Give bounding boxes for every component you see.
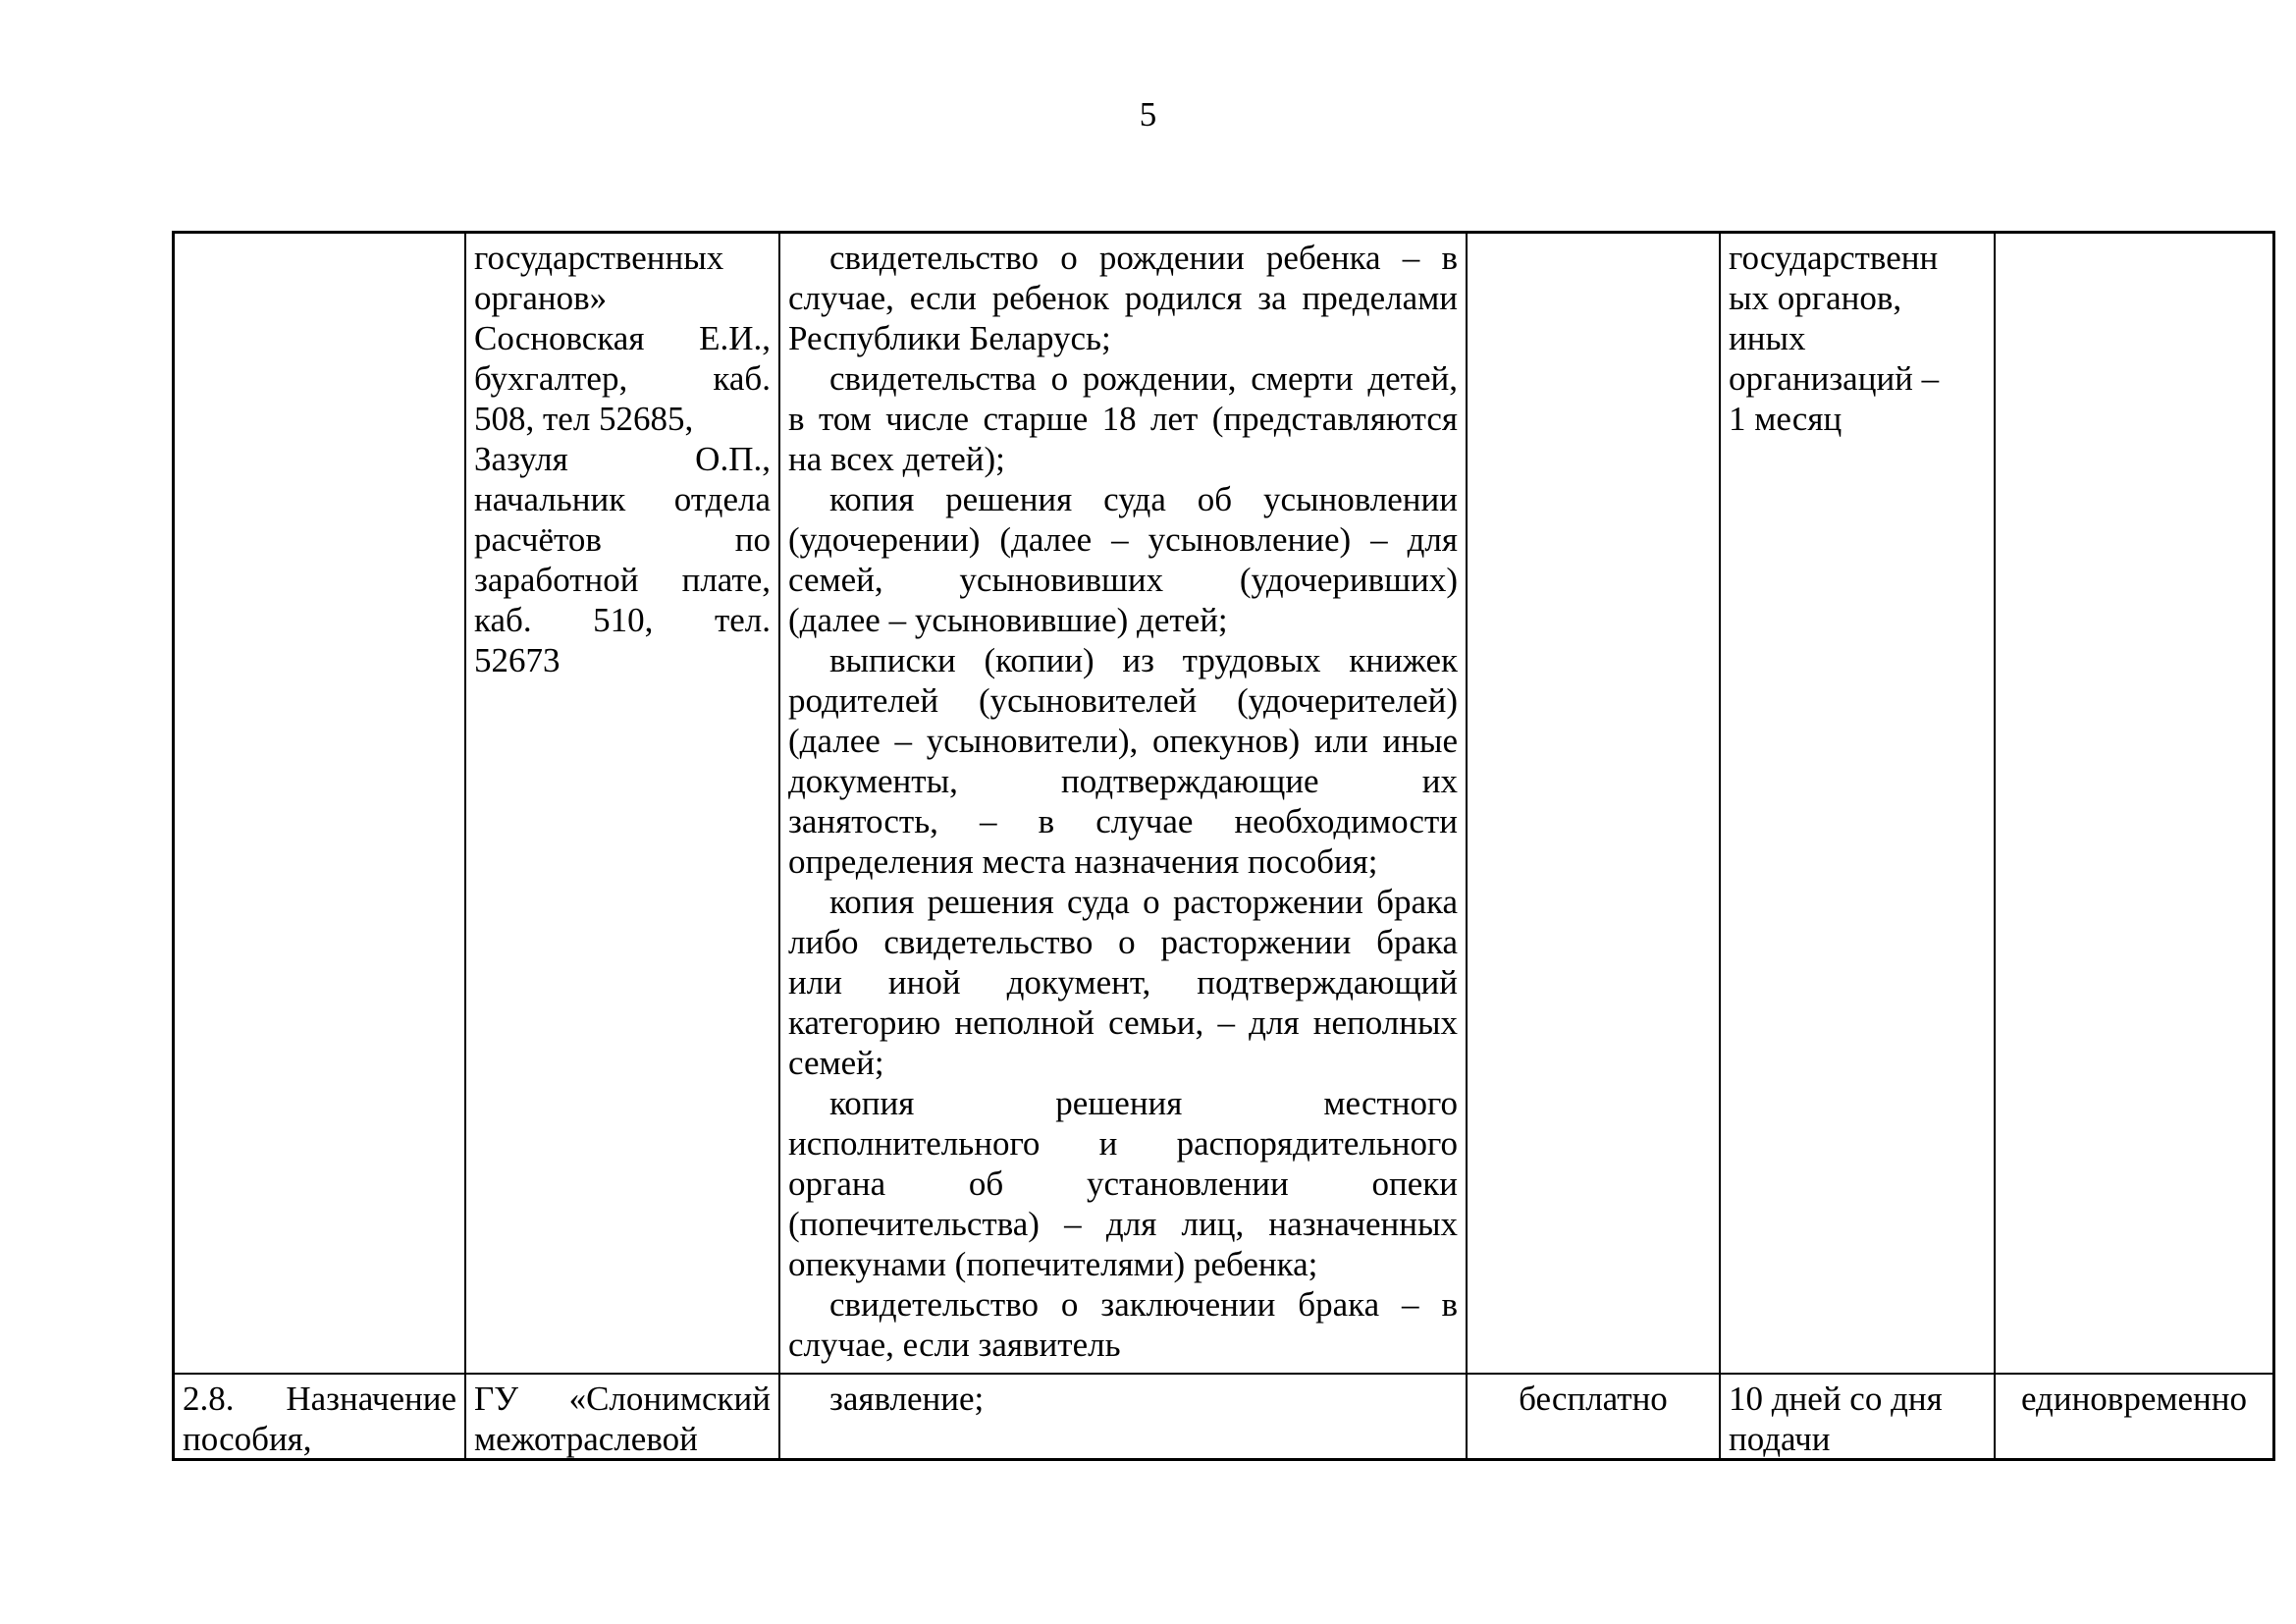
- text-line: ых органов,: [1729, 279, 1902, 317]
- text-line: бухгалтер, каб.: [474, 359, 771, 398]
- document-table: [172, 231, 2275, 1461]
- text-line: пособия,: [183, 1420, 312, 1458]
- text-line: копия решения суда о расторжении брака: [829, 883, 1458, 921]
- text-line: или иной документ, подтверждающий: [788, 963, 1458, 1001]
- text-line: бесплатно: [1519, 1380, 1668, 1418]
- text-line: 2.8. Назначение: [183, 1380, 456, 1418]
- text-line: единовременно: [2020, 1380, 2248, 1418]
- text-line: каб. 510, тел.: [474, 601, 771, 639]
- text-line: Республики Беларусь;: [788, 319, 1111, 357]
- text-line: ГУ «Слонимский: [474, 1380, 771, 1418]
- text-line: свидетельство о рождении ребенка – в: [829, 239, 1458, 277]
- table-cell: [1721, 234, 1996, 1373]
- table-row: [175, 1375, 2272, 1458]
- text-line: Зазуля О.П.,: [474, 440, 771, 478]
- text-line: органов»: [474, 279, 608, 317]
- text-line: исполнительного и распорядительного: [788, 1124, 1458, 1163]
- text-line: занятость, – в случае необходимости: [788, 802, 1458, 840]
- text-line: заработной плате,: [474, 561, 771, 599]
- text-line: на всех детей);: [788, 440, 1005, 478]
- text-line: свидетельства о рождении, смерти детей,: [829, 359, 1458, 398]
- text-line: категорию неполной семьи, – для неполных: [788, 1003, 1458, 1042]
- text-line: (попечительства) – для лиц, назначенных: [788, 1205, 1458, 1243]
- text-line: либо свидетельство о расторжении брака: [788, 923, 1458, 961]
- text-line: (далее – усыновившие) детей;: [788, 601, 1228, 639]
- table-cell: [1996, 1375, 2272, 1458]
- table-cell: [466, 1375, 780, 1458]
- table-cell: [466, 234, 780, 1373]
- text-line: 52673: [474, 641, 561, 679]
- text-line: расчётов по: [474, 520, 771, 559]
- table-cell: [780, 1375, 1468, 1458]
- table-cell: [1996, 234, 2272, 1373]
- table-cell: [1721, 1375, 1996, 1458]
- text-line: в том числе старше 18 лет (представляются: [788, 400, 1458, 438]
- text-line: 1 месяц: [1729, 400, 1842, 438]
- text-line: свидетельство о заключении брака – в: [829, 1285, 1458, 1324]
- text-line: семей;: [788, 1044, 884, 1082]
- text-line: организаций –: [1729, 359, 1940, 398]
- page-number: 5: [1139, 95, 1157, 134]
- text-line: 10 дней со дня: [1729, 1380, 1943, 1418]
- table-cell: [780, 234, 1468, 1373]
- text-line: случае, если заявитель: [788, 1326, 1121, 1364]
- text-line: семей, усыновивших (удочеривших): [788, 561, 1458, 599]
- text-line: 508, тел 52685,: [474, 400, 694, 438]
- text-line: государственн: [1729, 239, 1939, 277]
- text-line: случае, если ребенок родился за пределами: [788, 279, 1458, 317]
- text-line: выписки (копии) из трудовых книжек: [829, 641, 1458, 679]
- text-line: подачи: [1729, 1420, 1831, 1458]
- text-line: начальник отдела: [474, 480, 771, 518]
- text-line: иных: [1729, 319, 1806, 357]
- table-cell: [1468, 1375, 1721, 1458]
- text-line: государственных: [474, 239, 724, 277]
- text-line: копия решения суда об усыновлении: [829, 480, 1458, 518]
- table-cell: [175, 234, 466, 1373]
- text-line: опекунами (попечителями) ребенка;: [788, 1245, 1318, 1283]
- text-line: копия решения местного: [829, 1084, 1458, 1122]
- text-line: органа об установлении опеки: [788, 1164, 1458, 1203]
- text-line: определения места назначения пособия;: [788, 842, 1378, 881]
- table-cell: [175, 1375, 466, 1458]
- text-line: родителей (усыновителей (удочерителей): [788, 681, 1458, 720]
- text-line: Сосновская Е.И.,: [474, 319, 771, 357]
- text-line: межотраслевой: [474, 1420, 698, 1458]
- text-line: документы, подтверждающие их: [788, 762, 1458, 800]
- table-row: [175, 234, 2272, 1375]
- text-line: заявление;: [829, 1380, 985, 1418]
- text-line: (далее – усыновители), опекунов) или иные: [788, 722, 1458, 760]
- text-line: (удочерении) (далее – усыновление) – для: [788, 520, 1458, 559]
- table-cell: [1468, 234, 1721, 1373]
